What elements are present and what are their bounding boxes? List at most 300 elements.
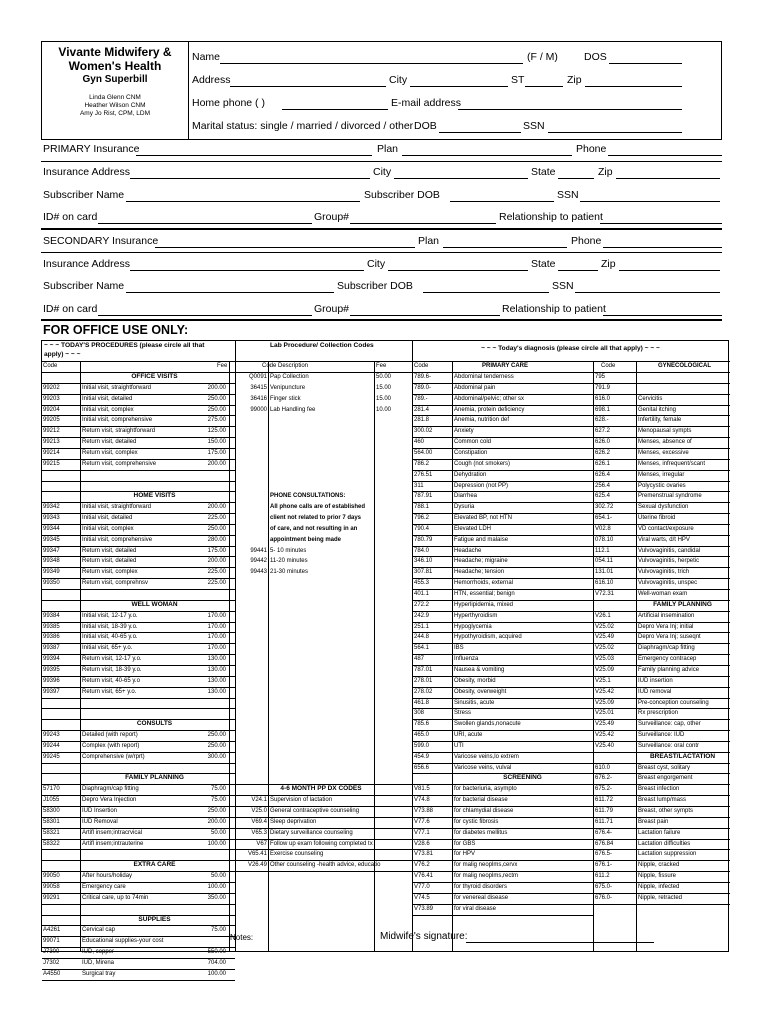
primary-care-desc[interactable]: for viral disease [454, 905, 497, 912]
pp-dx-code[interactable]: V65.3 [251, 829, 267, 836]
gyn-code[interactable]: V25.40 [595, 742, 615, 749]
procedure-desc[interactable]: Artifl insem;intrauterine [82, 840, 144, 847]
primary-care-code[interactable]: 272.2 [414, 601, 430, 608]
procedure-desc[interactable]: Initial visit, comprehensive [82, 536, 153, 543]
primary-care-code[interactable]: V74.8 [414, 797, 430, 804]
procedure-desc[interactable]: Return visit, complex [82, 449, 138, 456]
gyn-desc[interactable]: Menses, absence of [638, 439, 692, 446]
primary-group-field[interactable] [350, 223, 496, 224]
primary-care-code[interactable]: 790.4 [414, 525, 430, 532]
primary-ins-address-field[interactable] [130, 178, 370, 179]
procedure-desc[interactable]: Initial visit, 12-17 y.o. [82, 612, 138, 619]
procedure-desc[interactable]: Detailed (with report) [82, 732, 138, 739]
primary-care-desc[interactable]: Fatigue and malaise [454, 536, 509, 543]
gyn-code[interactable]: V25.02 [595, 645, 615, 652]
gyn-desc[interactable]: Infertility, female [638, 417, 682, 424]
home-phone-field[interactable] [282, 109, 388, 110]
procedure-desc[interactable]: Diaphragm/cap fitting [82, 786, 139, 793]
gyn-code[interactable]: 616.10 [595, 580, 614, 587]
procedure-code[interactable]: 99245 [43, 753, 60, 760]
pp-dx-desc[interactable]: Other counseling -health advice, educatio [270, 862, 381, 869]
procedure-desc[interactable]: Cervical cap [82, 927, 116, 934]
primary-care-code[interactable]: 311 [414, 482, 424, 489]
primary-care-desc[interactable]: Varicose veins, vulval [454, 764, 512, 771]
procedure-code[interactable]: 99215 [43, 460, 60, 467]
procedure-code[interactable]: 99387 [43, 645, 60, 652]
primary-ssn-field[interactable] [580, 201, 720, 202]
phone-consult-desc[interactable]: 21-30 minutes [270, 569, 309, 576]
gyn-code[interactable]: V25.09 [595, 666, 615, 673]
gyn-desc[interactable]: Surveillance: oral contr [638, 742, 700, 749]
procedure-code[interactable]: 99397 [43, 688, 60, 695]
primary-care-code[interactable]: V76.2 [414, 862, 430, 869]
primary-care-code[interactable]: V74.5 [414, 894, 430, 901]
primary-relationship-field[interactable] [600, 223, 722, 224]
gyn-desc[interactable]: Pre-conception counseling [638, 699, 709, 706]
primary-care-code[interactable]: 789.6- [414, 374, 432, 380]
procedure-desc[interactable]: Return visit, 18-39 y.o. [82, 666, 142, 673]
procedure-code[interactable]: 99347 [43, 547, 60, 554]
procedure-code[interactable]: 99204 [43, 406, 60, 413]
gyn-code[interactable]: 302.72 [595, 504, 614, 511]
procedure-desc[interactable]: Initial visit, 18-39 y.o. [82, 623, 138, 630]
lab-code[interactable]: 36416 [250, 395, 267, 402]
gyn-desc[interactable]: IUD insertion [638, 677, 673, 684]
gyn-desc[interactable]: Menses, excessive [638, 449, 689, 456]
procedure-code[interactable]: 99348 [43, 558, 60, 565]
pp-dx-code[interactable]: V65.41 [247, 851, 267, 858]
gyn-code[interactable]: V25.42 [595, 688, 615, 695]
gyn-desc[interactable]: Depro Vera Inj; suseqnt [638, 634, 701, 641]
gyn-code[interactable]: V25.49 [595, 634, 615, 641]
primary-care-desc[interactable]: for HPV [454, 851, 476, 858]
primary-care-code[interactable]: 308 [414, 710, 425, 717]
primary-care-code[interactable]: 251.1 [414, 623, 430, 630]
procedure-code[interactable]: 58322 [43, 840, 60, 847]
procedure-code[interactable]: 99396 [43, 677, 60, 684]
procedure-desc[interactable]: Initial visit, complex [82, 406, 134, 413]
primary-care-desc[interactable]: UTI [454, 742, 464, 749]
primary-care-code[interactable]: 278.02 [414, 688, 433, 695]
primary-care-code[interactable]: 487 [414, 656, 425, 663]
gyn-desc[interactable]: Vulvovaginitis, trich [638, 569, 690, 576]
primary-care-code[interactable]: 789.- [414, 395, 428, 402]
procedure-desc[interactable]: Initial visit, detailed [82, 395, 133, 402]
primary-care-desc[interactable]: for chlamydial disease [454, 808, 514, 814]
secondary-group-field[interactable] [350, 315, 500, 316]
procedure-desc[interactable]: Initial visit, detailed [82, 515, 133, 522]
gyn-code[interactable]: 675.0- [595, 883, 613, 890]
primary-care-desc[interactable]: Influenza [454, 656, 479, 663]
gyn-code[interactable]: 676.2- [595, 775, 613, 782]
secondary-zip-field[interactable] [619, 270, 720, 271]
primary-care-desc[interactable]: for malig neoplms,rectm [454, 873, 519, 880]
gyn-desc[interactable]: Sexual dysfunction [638, 504, 689, 511]
primary-care-code[interactable]: 242.9 [414, 612, 430, 619]
primary-sub-dob-field[interactable] [450, 201, 554, 202]
gyn-code[interactable]: V25.09 [595, 699, 615, 706]
procedure-code[interactable]: 99071 [43, 938, 60, 945]
primary-care-code[interactable]: 300.02 [414, 428, 433, 435]
gyn-desc[interactable]: Lactation suppression [638, 851, 697, 858]
primary-care-code[interactable]: 787.01 [414, 666, 433, 673]
gyn-desc[interactable]: Premenstrual syndrome [638, 493, 702, 500]
primary-state-field[interactable] [558, 178, 594, 179]
gyn-code[interactable]: 698.1 [595, 406, 611, 413]
primary-care-code[interactable]: 281.8 [414, 417, 430, 424]
procedure-code[interactable]: 99244 [43, 742, 60, 749]
procedure-desc[interactable]: Emergency care [82, 883, 126, 890]
phone-consult-desc[interactable]: 5- 10 minutes [270, 547, 307, 554]
procedure-desc[interactable]: Return visit, 12-17 y.o. [82, 656, 142, 663]
procedure-desc[interactable]: Return visit, comprehensive [82, 460, 157, 467]
primary-care-desc[interactable]: Headache [454, 547, 482, 554]
gyn-code[interactable]: 625.4 [595, 493, 611, 500]
procedure-desc[interactable]: Comprehensive (w/rprt) [82, 753, 145, 760]
gyn-desc[interactable]: Nipple, infected [638, 883, 680, 890]
secondary-plan-field[interactable] [443, 247, 567, 248]
gyn-desc[interactable]: Viral warts, d/t HPV [638, 536, 690, 543]
gyn-code[interactable]: 676.5- [595, 851, 613, 858]
ssn-field[interactable] [548, 132, 682, 133]
lab-desc[interactable]: Venipuncture [270, 384, 306, 391]
primary-care-code[interactable]: 460 [414, 439, 425, 446]
primary-care-desc[interactable]: Hypothyroidism, acquired [454, 634, 522, 641]
secondary-insurance-field[interactable] [155, 247, 415, 248]
lab-code[interactable]: 36415 [250, 384, 267, 391]
primary-care-code[interactable]: 796.2 [414, 515, 430, 522]
primary-care-code[interactable]: 281.4 [414, 406, 430, 413]
secondary-phone-field[interactable] [603, 247, 722, 248]
primary-care-desc[interactable]: Abdominal tenderness [454, 374, 514, 380]
procedure-code[interactable]: 99395 [43, 666, 60, 673]
primary-care-code[interactable]: 346.10 [414, 558, 433, 565]
primary-care-desc[interactable]: Obesity, overweight [454, 688, 507, 695]
secondary-sub-dob-field[interactable] [423, 292, 549, 293]
procedure-desc[interactable]: IUD, copper [82, 949, 115, 956]
gyn-code[interactable]: 616.0 [595, 395, 611, 402]
gyn-desc[interactable]: Breast cyst, solitary [638, 764, 691, 771]
procedure-desc[interactable]: Depro Vera Injection [82, 797, 137, 804]
gyn-code[interactable]: V25.03 [595, 656, 615, 663]
procedure-desc[interactable]: Critical care, up to 74min [82, 894, 149, 901]
procedure-code[interactable]: 99213 [43, 439, 60, 446]
primary-care-code[interactable]: V77.1 [414, 829, 430, 836]
marital-status-label[interactable]: Marital status: single / married / divorced / other [192, 120, 414, 132]
signature-field[interactable] [466, 942, 654, 943]
pp-dx-code[interactable]: V24.1 [251, 797, 267, 804]
procedure-code[interactable]: 99344 [43, 525, 60, 532]
gyn-code[interactable]: 676.0- [595, 894, 613, 901]
procedure-desc[interactable]: IUD Removal [82, 818, 118, 825]
gyn-desc[interactable]: Lactation difficulties [638, 840, 691, 847]
primary-care-desc[interactable]: Stress [454, 710, 472, 717]
address-field[interactable] [230, 86, 386, 87]
pp-dx-desc[interactable]: Sleep deprivation [270, 818, 317, 825]
primary-care-code[interactable]: 787.91 [414, 493, 433, 500]
primary-care-desc[interactable]: Hemorrhoids, external [454, 580, 514, 587]
primary-care-desc[interactable]: for thyroid disorders [454, 883, 508, 890]
gyn-code[interactable]: 611.2 [595, 873, 610, 880]
procedure-code[interactable]: J7300 [43, 949, 60, 956]
procedure-desc[interactable]: Return visit, detailed [82, 439, 137, 446]
primary-care-desc[interactable]: Sinusitis, acute [454, 699, 495, 706]
procedure-code[interactable]: 99050 [43, 873, 60, 880]
procedure-desc[interactable]: Artifl insem;intracrvical [82, 829, 143, 836]
pp-dx-code[interactable]: V26.49 [247, 862, 267, 869]
primary-care-desc[interactable]: for GBS [454, 840, 476, 847]
phone-consult-desc[interactable]: 11-20 minutes [270, 558, 308, 565]
gyn-desc[interactable]: Uterine fibroid [638, 515, 676, 522]
procedure-desc[interactable]: Initial visit, 65+ y.o. [82, 645, 133, 652]
primary-care-desc[interactable]: URI, acute [454, 732, 483, 739]
procedure-code[interactable]: 99394 [43, 656, 60, 663]
primary-care-desc[interactable]: Abdominal pain [454, 384, 496, 391]
procedure-code[interactable]: 99342 [43, 504, 60, 511]
gyn-desc[interactable]: Diaphragm/cap fitting [638, 645, 695, 652]
primary-care-code[interactable]: 278.01 [414, 677, 433, 684]
pp-dx-desc[interactable]: Dietary surveillance counseling [270, 829, 353, 836]
gyn-desc[interactable]: Rx prescription [638, 710, 679, 717]
pp-dx-desc[interactable]: Supervision of lactation [270, 797, 333, 804]
gyn-code[interactable]: 628.- [595, 417, 609, 424]
procedure-desc[interactable]: Return visit, 65+ y.o. [82, 688, 137, 695]
procedure-desc[interactable]: Initial visit, complex [82, 525, 134, 532]
procedure-code[interactable]: 99291 [43, 894, 60, 901]
gyn-code[interactable]: 131.01 [595, 569, 614, 576]
gyn-desc[interactable]: Menopausal sympts [638, 428, 692, 435]
secondary-relationship-field[interactable] [603, 315, 722, 316]
procedure-code[interactable]: 99385 [43, 623, 60, 630]
primary-care-desc[interactable]: for venereal disease [454, 894, 509, 901]
gyn-desc[interactable]: Nipple, retracted [638, 894, 683, 901]
primary-care-desc[interactable]: IBS [454, 645, 464, 652]
procedure-desc[interactable]: Return visit, detailed [82, 558, 137, 565]
primary-care-desc[interactable]: Depression (not PP) [454, 482, 509, 489]
primary-care-desc[interactable]: Constipation [454, 449, 488, 456]
gyn-desc[interactable]: Cervicitis [638, 395, 663, 402]
procedure-desc[interactable]: Return visit, comprehnsv [82, 580, 149, 587]
gyn-code[interactable]: 626.1 [595, 460, 611, 467]
gyn-code[interactable]: 610.0 [595, 764, 611, 771]
procedure-desc[interactable]: After hours/holiday [82, 873, 133, 880]
phone-consult-code[interactable]: 99441 [250, 547, 267, 554]
gyn-code[interactable]: 054.11 [595, 558, 613, 565]
gyn-desc[interactable]: Menses, irregular [638, 471, 685, 478]
gyn-code[interactable]: 675.2- [595, 786, 613, 793]
procedure-desc[interactable]: Return visit, 40-65 y.o [82, 677, 140, 684]
procedure-code[interactable]: 99345 [43, 536, 60, 543]
gyn-desc[interactable]: Vulvovaginitis, candidal [638, 547, 701, 554]
primary-care-code[interactable]: 599.0 [414, 742, 430, 749]
primary-id-field[interactable] [98, 223, 312, 224]
secondary-city-field[interactable] [388, 270, 528, 271]
procedure-code[interactable]: 99384 [43, 612, 60, 619]
procedure-code[interactable]: 99350 [43, 580, 60, 587]
primary-care-desc[interactable]: Abdominal/pelvic; other sx [454, 395, 525, 402]
primary-care-code[interactable]: 465.0 [414, 732, 430, 739]
primary-care-desc[interactable]: for malig neoplms,cervx [454, 862, 518, 869]
secondary-ssn-field[interactable] [575, 292, 720, 293]
primary-plan-field[interactable] [402, 155, 572, 156]
secondary-id-field[interactable] [98, 315, 312, 316]
primary-care-code[interactable]: 564.00 [414, 449, 433, 456]
procedure-desc[interactable]: Surgical tray [82, 970, 116, 977]
gyn-code[interactable]: V25.1 [595, 677, 611, 684]
gyn-desc[interactable]: Breast pain [638, 818, 669, 825]
name-field[interactable] [220, 63, 523, 64]
primary-care-desc[interactable]: Cough (not smokers) [454, 460, 511, 467]
gyn-desc[interactable]: Vulvovaginitis, unspec [638, 580, 698, 587]
procedure-desc[interactable]: IUD Insertion [82, 808, 118, 814]
gyn-code[interactable]: V25.02 [595, 623, 615, 630]
primary-care-desc[interactable]: Anxiety [454, 428, 474, 435]
gyn-desc[interactable]: Vulvovaginitis, herpetic [638, 558, 700, 565]
primary-care-desc[interactable]: Hyperthyroidism [454, 612, 498, 619]
gyn-desc[interactable]: Polycystic ovaries [638, 482, 686, 489]
primary-insurance-field[interactable] [136, 155, 372, 156]
procedure-desc[interactable]: Return visit, detailed [82, 547, 137, 554]
procedure-code[interactable]: 99214 [43, 449, 60, 456]
primary-care-code[interactable]: V73.81 [414, 851, 434, 858]
procedure-code[interactable]: 99243 [43, 732, 60, 739]
procedure-desc[interactable]: Complex (with report) [82, 742, 140, 749]
procedure-desc[interactable]: Initial visit, straightforward [82, 504, 152, 511]
primary-care-code[interactable]: V73.88 [414, 808, 434, 814]
gyn-desc[interactable]: Nipple, fissure [638, 873, 677, 880]
lab-desc[interactable]: Lab Handling fee [270, 406, 316, 413]
gyn-desc[interactable]: Menses, infrequent/scant [638, 460, 706, 467]
primary-care-code[interactable]: V73.89 [414, 905, 434, 912]
pp-dx-code[interactable]: V69.4 [251, 818, 267, 825]
primary-care-desc[interactable]: Elevated BP, not HTN [454, 515, 512, 522]
primary-care-code[interactable]: 785.6 [414, 721, 430, 728]
gyn-desc[interactable]: Artificial insemination [638, 612, 695, 619]
city-field[interactable] [410, 86, 508, 87]
gyn-code[interactable]: V25.42 [595, 732, 615, 739]
gyn-desc[interactable]: Breast, other sympts [638, 808, 694, 814]
primary-care-code[interactable]: V77.6 [414, 818, 430, 825]
gyn-code[interactable]: 795 [595, 374, 606, 380]
primary-care-desc[interactable]: Anemia, protein deficiency [454, 406, 525, 413]
primary-care-code[interactable]: 307.81 [414, 569, 433, 576]
primary-care-desc[interactable]: Hyperlipidemia, mixed [454, 601, 514, 608]
lab-code[interactable]: 99000 [250, 406, 267, 413]
gyn-desc[interactable]: Depro Vera Inj; initial [638, 623, 694, 630]
primary-care-desc[interactable]: Dysuria [454, 504, 475, 511]
primary-care-desc[interactable]: Anemia, nutrition def [454, 417, 510, 424]
primary-care-desc[interactable]: for bacteriuria, asympto [454, 786, 517, 793]
gyn-desc[interactable]: Breast lump/mass [638, 797, 687, 804]
procedure-code[interactable]: A4550 [43, 970, 61, 977]
gyn-desc[interactable]: Family planning advice [638, 666, 700, 673]
gyn-code[interactable]: 627.2 [595, 428, 611, 435]
primary-care-desc[interactable]: Nausea & vomiting [454, 666, 505, 673]
procedure-code[interactable]: 99386 [43, 634, 60, 641]
procedure-code[interactable]: 58300 [43, 808, 60, 814]
lab-code[interactable]: Q0091 [248, 374, 267, 380]
gyn-code[interactable]: V25.49 [595, 721, 615, 728]
pp-dx-desc[interactable]: Exercise counseling [270, 851, 324, 858]
gyn-code[interactable]: 676.4- [595, 829, 613, 836]
state-field[interactable] [525, 86, 563, 87]
gyn-code[interactable]: V25.01 [595, 710, 615, 717]
procedure-desc[interactable]: Return visit, complex [82, 569, 138, 576]
secondary-state-field[interactable] [558, 270, 598, 271]
procedure-desc[interactable]: Return visit, straightforward [82, 428, 156, 435]
gyn-desc[interactable]: Emergency contracep [638, 656, 697, 663]
gyn-desc[interactable]: Surveillance: cap, other [638, 721, 701, 728]
primary-care-desc[interactable]: Diarrhea [454, 493, 478, 500]
pp-dx-code[interactable]: V25.0 [251, 808, 267, 814]
gyn-code[interactable]: V02.8 [595, 525, 611, 532]
primary-care-code[interactable]: 276.51 [414, 471, 433, 478]
primary-care-desc[interactable]: Headache; tension [454, 569, 505, 576]
gyn-code[interactable]: 626.4 [595, 471, 611, 478]
primary-care-code[interactable]: 786.2 [414, 460, 430, 467]
primary-care-desc[interactable]: Dehydration [454, 471, 487, 478]
procedure-code[interactable]: 57170 [43, 786, 60, 793]
primary-care-code[interactable]: V28.6 [414, 840, 430, 847]
gyn-desc[interactable]: Well-woman exam [638, 591, 688, 597]
primary-care-desc[interactable]: for diabetes mellitus [454, 829, 508, 836]
primary-care-desc[interactable]: Obesity, morbid [454, 677, 496, 684]
procedure-code[interactable]: 58301 [43, 818, 60, 825]
gyn-desc[interactable]: Breast engorgement [638, 775, 693, 782]
gyn-code[interactable]: 256.4 [595, 482, 611, 489]
primary-care-desc[interactable]: Elevated LDH [454, 525, 492, 532]
gyn-code[interactable]: 078.10 [595, 536, 614, 543]
primary-care-code[interactable]: 780.79 [414, 536, 433, 543]
gyn-code[interactable]: 112.1 [595, 547, 610, 554]
gyn-desc[interactable]: Genital itching [638, 406, 677, 413]
procedure-code[interactable]: 99202 [43, 384, 60, 391]
lab-desc[interactable]: Pap Collection [270, 374, 309, 380]
email-field[interactable] [458, 109, 682, 110]
gyn-desc[interactable]: VD contact/exposure [638, 525, 694, 532]
primary-care-code[interactable]: V77.0 [414, 883, 430, 890]
primary-care-code[interactable]: 401.1 [414, 591, 430, 597]
gyn-desc[interactable]: Breast infection [638, 786, 680, 793]
primary-city-field[interactable] [394, 178, 528, 179]
gyn-code[interactable]: 676.1- [595, 862, 613, 869]
lab-desc[interactable]: Finger stick [270, 395, 301, 402]
gyn-desc[interactable]: Lactation failure [638, 829, 681, 836]
primary-care-code[interactable]: 455.3 [414, 580, 430, 587]
procedure-code[interactable]: A4261 [43, 927, 61, 934]
procedure-code[interactable]: 99212 [43, 428, 60, 435]
primary-care-desc[interactable]: HTN, essential; benign [454, 591, 515, 597]
procedure-desc[interactable]: Initial visit, straightforward [82, 384, 152, 391]
secondary-subscriber-field[interactable] [126, 292, 334, 293]
primary-care-code[interactable]: 564.1 [414, 645, 430, 652]
gyn-code[interactable]: 611.71 [595, 818, 613, 825]
procedure-code[interactable]: 99203 [43, 395, 60, 402]
gyn-code[interactable]: 654.1- [595, 515, 613, 522]
pp-dx-code[interactable]: V67 [256, 840, 267, 847]
phone-consult-code[interactable]: 99443 [250, 569, 267, 576]
gyn-code[interactable]: V26.1 [595, 612, 611, 619]
gyn-code[interactable]: 791.9 [595, 384, 611, 391]
primary-care-desc[interactable]: Hypoglycemia [454, 623, 492, 630]
gyn-code[interactable]: V72.31 [595, 591, 615, 597]
primary-care-code[interactable]: 789.0- [414, 384, 432, 391]
primary-care-desc[interactable]: for cystic fibrosis [454, 818, 499, 825]
procedure-code[interactable]: J7302 [43, 959, 60, 966]
primary-care-desc[interactable]: Common cold [454, 439, 492, 446]
gyn-code[interactable]: 626.2 [595, 449, 611, 456]
dos-field[interactable] [609, 63, 682, 64]
